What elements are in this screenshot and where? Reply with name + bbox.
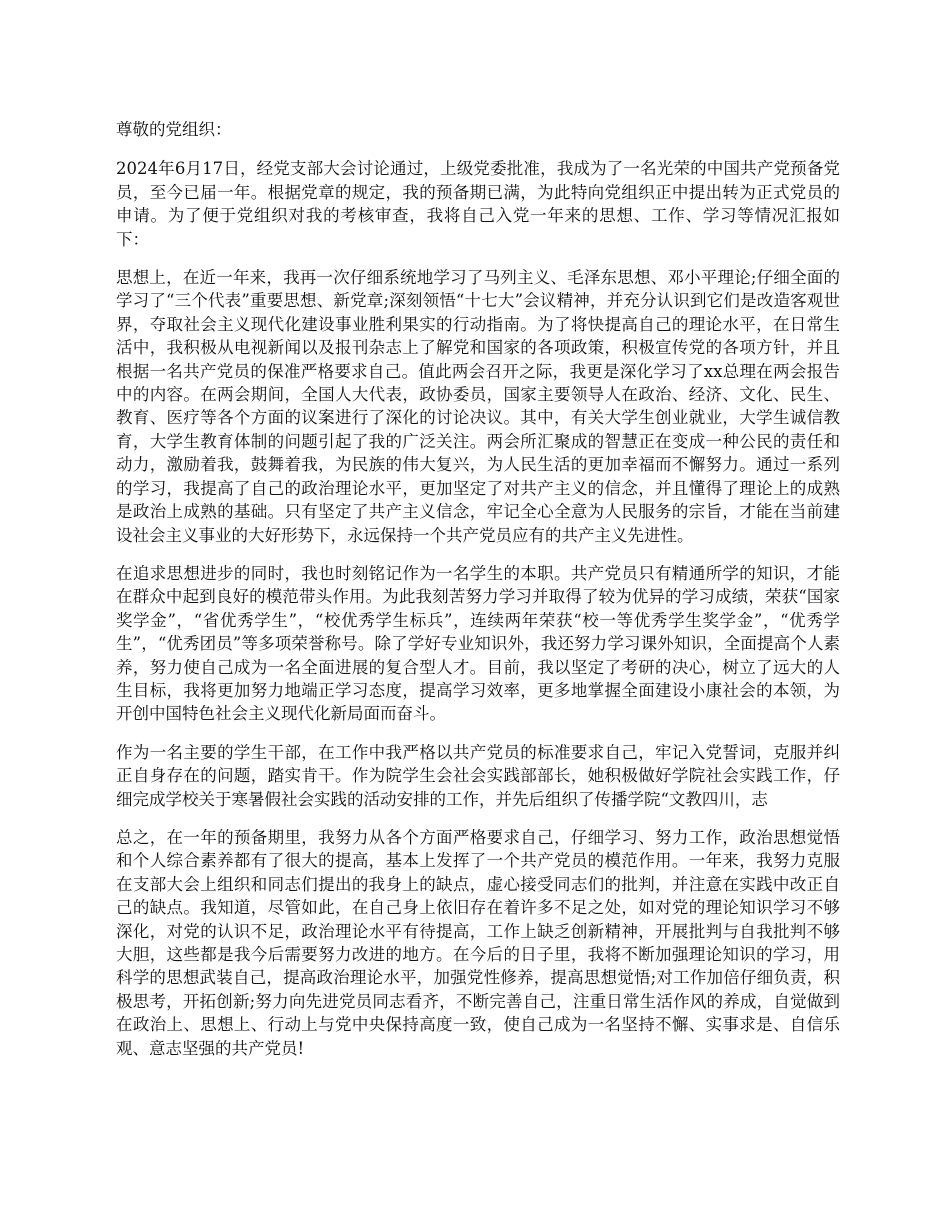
paragraph-work: 作为一名主要的学生干部，在工作中我严格以共产党员的标准要求自己，牢记入党誓词，克服并纠正自身存在的问题，踏实肯干。作为院学生会社会实践部部长，她积极做好学院社会实践工作，仔细完成学校关于寒暑假社会实践的活动安排的工作，并先后组织了传播学院“文教四川，志	[116, 742, 840, 809]
document-body	[116, 118, 840, 1075]
paragraph-summary: 总之，在一年的预备期里，我努力从各个方面严格要求自己，仔细学习、努力工作，政治思想觉悟和个人综合素养都有了很大的提高，基本上发挥了一个共产党员的模范作用。一年来，我努力克服在支部大会上组织和同志们提出的我身上的缺点，虚心接受同志们的批判，并注意在实践中改正自己的缺点。我知道，尽管如此，在自己身上依旧存在着许多不足之处，如对党的理论知识学习不够深化，对党的认识不足，政治理论水平有待提高，工作上缺乏创新精神，开展批判与自我批判不够大胆，这些都是我今后需要努力改进的地方。在今后的日子里，我将不断加强理论知识的学习，用科学的思想武装自己，提高政治理论水平，加强党性修养，提高思想觉悟;对工作加倍仔细负责，积极思考，开拓创新;努力向先进党员同志看齐，不断完善自己，注重日常生活作风的养成，自觉做到在政治上、思想上、行动上与党中央保持高度一致，使自己成为一名坚持不懈、实事求是、自信乐观、意志坚强的共产党员!	[116, 827, 840, 1058]
paragraph-ideology: 思想上，在近一年来，我再一次仔细系统地学习了马列主义、毛泽东思想、邓小平理论;仔细全面的学习了“三个代表”重要思想、新党章;深刻领悟“十七大”会议精神，并充分认识到它们是改造客观世界，夺取社会主义现代化建设事业胜利果实的行动指南。为了将快提高自己的理论水平，在日常生活中，我积极从电视新闻以及报刊杂志上了解党和国家的各项政策，积极宣传党的各项方针，并且根据一名共产党员的保准严格要求自己。值此两会召开之际，我更是深化学习了xx总理在两会报告中的内容。在两会期间，全国人大代表，政协委员，国家主要领导人在政治、经济、文化、民生、教育、医疗等各个方面的议案进行了深化的讨论决议。其中，有关大学生创业就业，大学生诚信教育，大学生教育体制的问题引起了我的广泛关注。两会所汇聚成的智慧正在变成一种公民的责任和动力，激励着我，鼓舞着我，为民族的伟大复兴，为人民生活的更加幸福而不懈努力。通过一系列的学习，我提高了自己的政治理论水平，更加坚定了对共产主义的信念，并且懂得了理论上的成熟是政治上成熟的基础。只有坚定了共产主义信念，牢记全心全意为人民服务的宗旨，才能在当前建设社会主义事业的大好形势下，永远保持一个共产党员应有的共产主义先进性。	[116, 268, 840, 545]
paragraph-intro: 2024年6月17日，经党支部大会讨论通过，上级党委批准，我成为了一名光荣的中国共产党预备党员，至今已届一年。根据党章的规定，我的预备期已满，为此特向党组织正中提出转为正式党员的申请。为了便于党组织对我的考核审查，我将自己入党一年来的思想、工作、学习等情况汇报如下：	[116, 159, 840, 249]
paragraph-study: 在追求思想进步的同时，我也时刻铭记作为一名学生的本职。共产党员只有精通所学的知识，才能在群众中起到良好的模范带头作用。为此我刻苦努力学习并取得了较为优异的学习成绩，荣获“国家奖学金”，“省优秀学生”，“校优秀学生标兵”，连续两年荣获“校一等优秀学生奖学金”，“优秀学生”，“优秀团员”等多项荣誉称号。除了学好专业知识外，我还努力学习课外知识，全面提高个人素养，努力使自己成为一名全面进展的复合型人才。目前，我以坚定了考研的决心，树立了远大的人生目标，我将更加努力地端正学习态度，提高学习效率，更多地掌握全面建设小康社会的本领，为开创中国特色社会主义现代化新局面而奋斗。	[116, 563, 840, 724]
salutation: 尊敬的党组织：	[116, 120, 232, 139]
